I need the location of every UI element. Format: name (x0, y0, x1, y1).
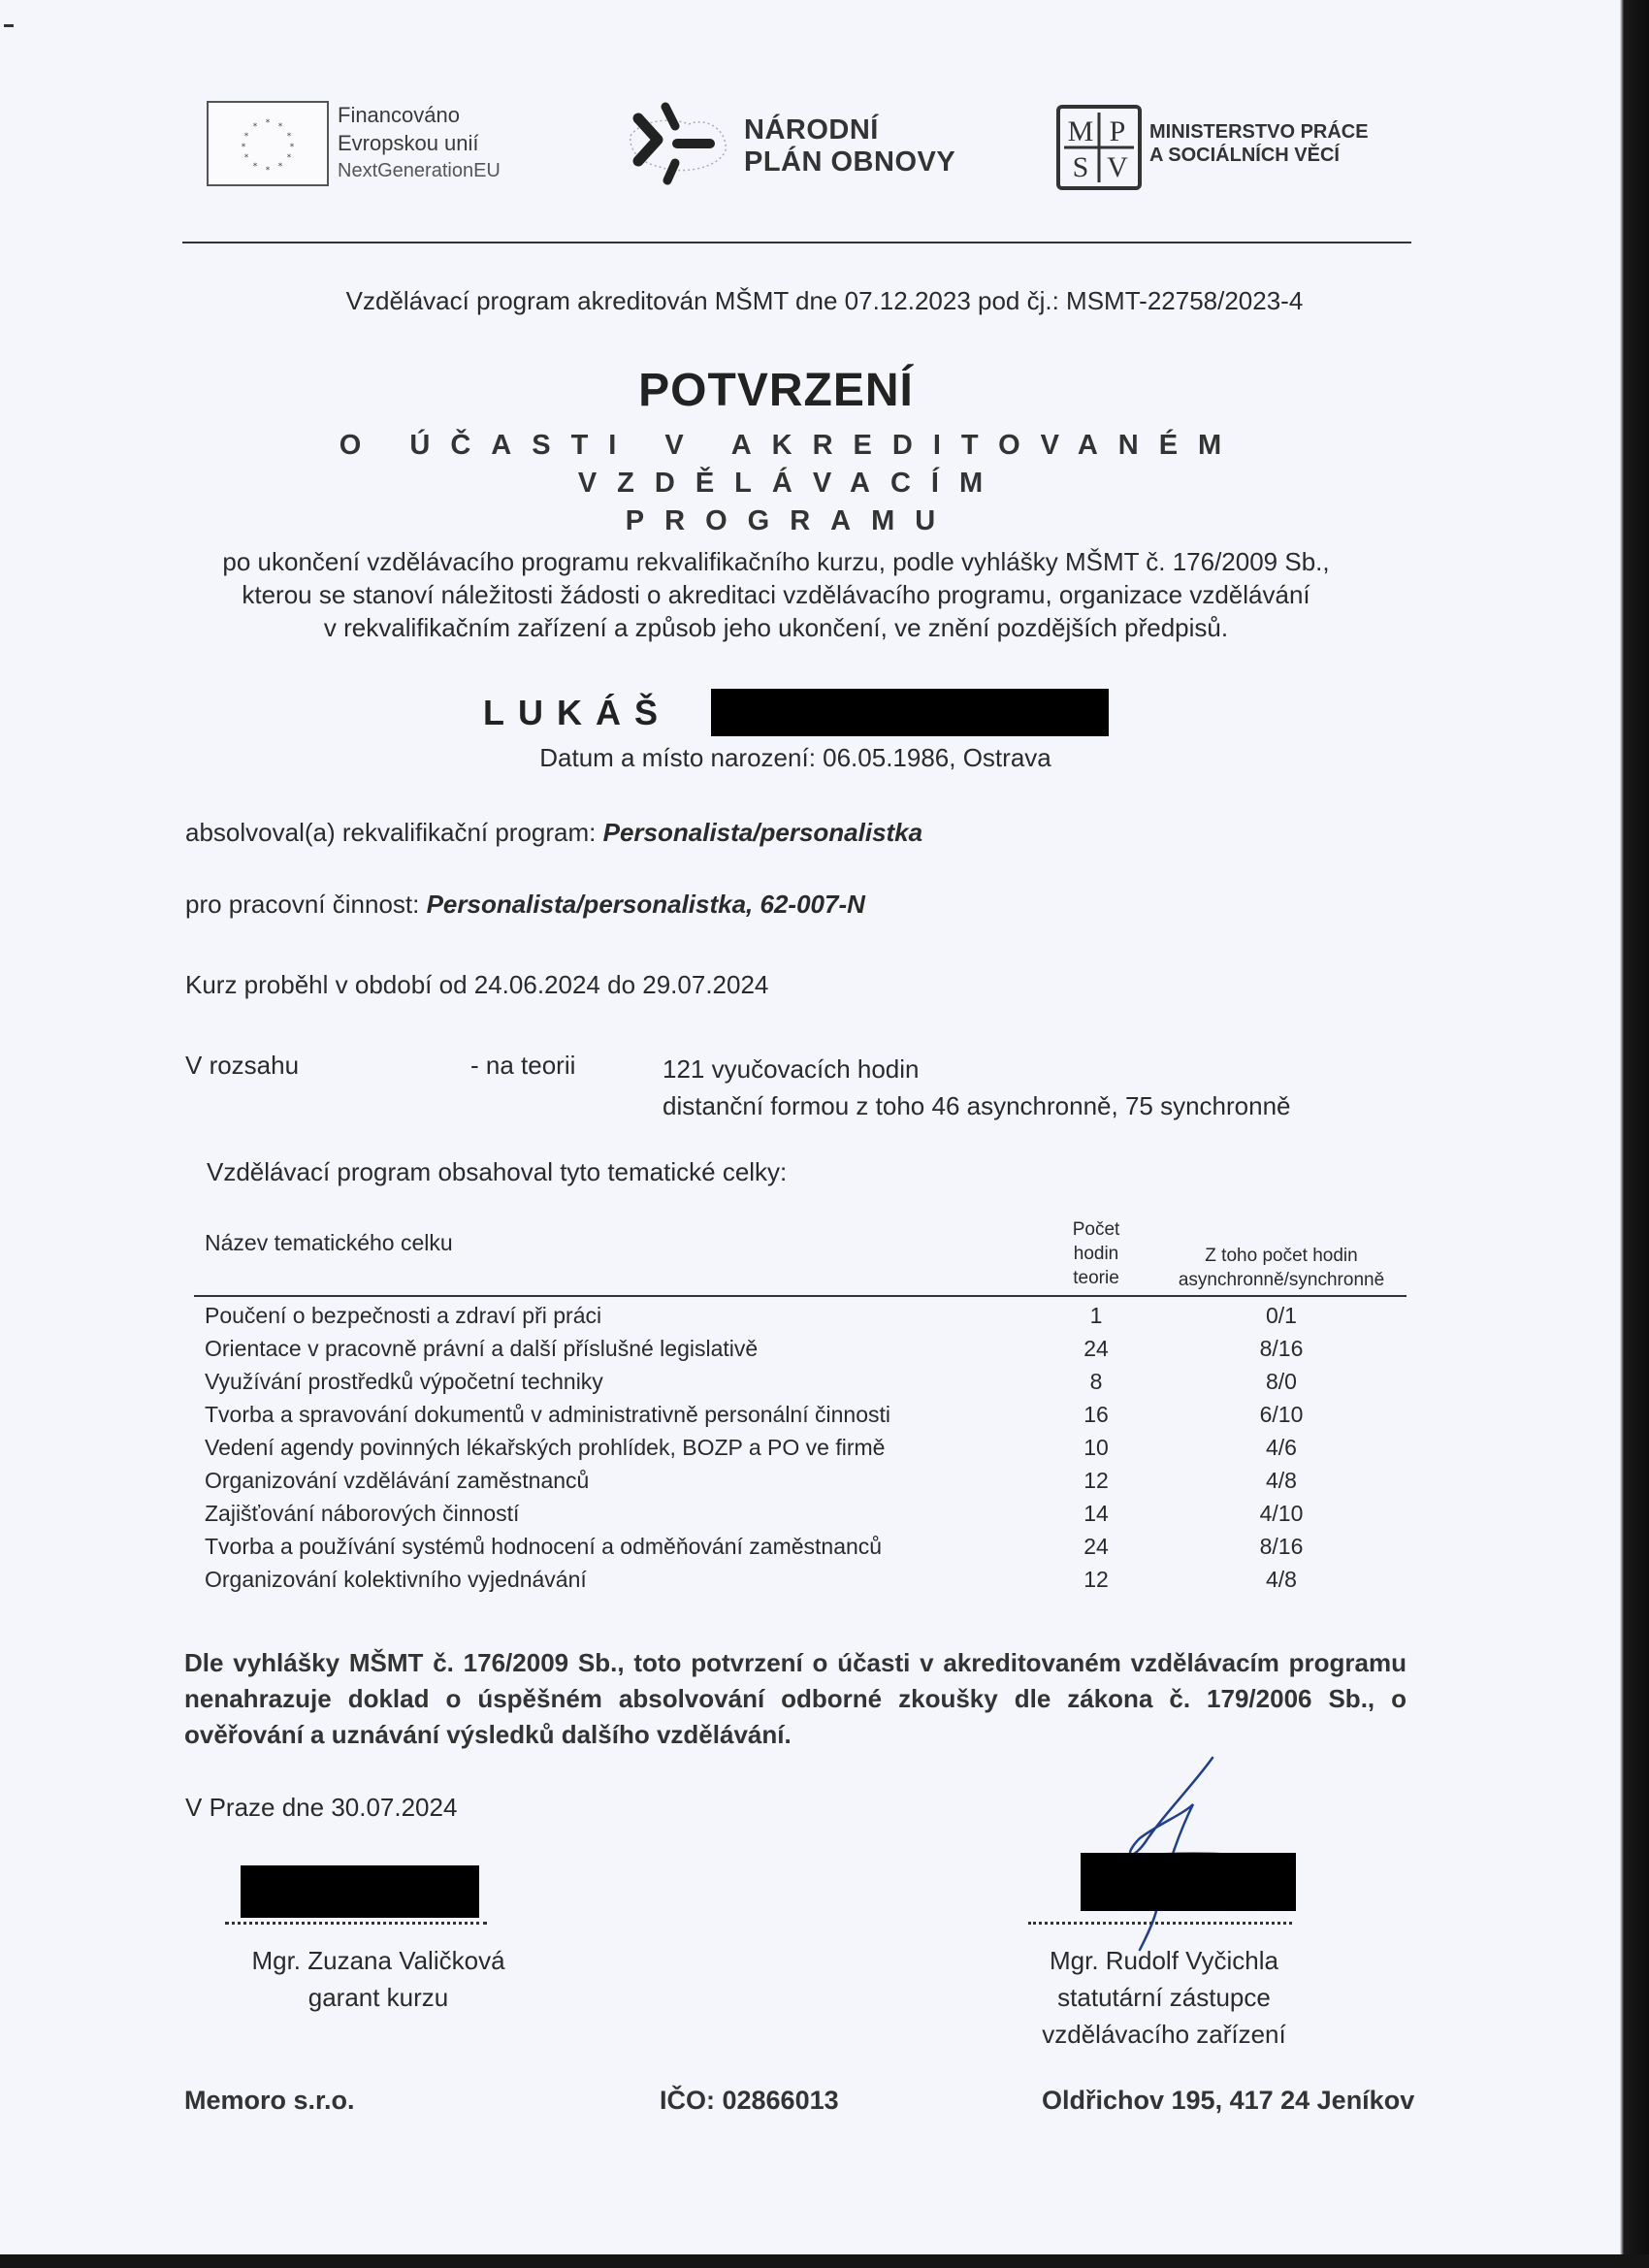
scope-hours (663, 1051, 1291, 1124)
scope-label: V rozsahu (185, 1051, 300, 1080)
table-header-rule (194, 1295, 1406, 1297)
unit-hours: 1 (1089, 1303, 1103, 1328)
unit-name: Tvorba a spravování dokumentů v administrativně personální činnosti (205, 1402, 890, 1427)
mpsv-line-2: A SOCIÁLNÍCH VĚCÍ (1149, 145, 1340, 166)
program-value: Personalista/personalistka (602, 818, 923, 847)
svg-text:S: S (1072, 151, 1089, 183)
eu-line-1: Financováno (338, 103, 460, 127)
units-intro: Vzdělávací program obsahoval tyto tematické celky: (207, 1157, 788, 1186)
mpsv-logo (1056, 105, 1142, 190)
unit-name: Tvorba a používání systémů hodnocení a odměňování zaměstnanců (205, 1534, 883, 1559)
svg-text:*: * (243, 153, 249, 163)
svg-text:*: * (241, 143, 246, 152)
unit-hours: 14 (1083, 1501, 1109, 1526)
left-signature-redaction (241, 1865, 479, 1918)
svg-text:P: P (1109, 115, 1126, 147)
scope-hours-total: 121 vyučovacích hodin (663, 1054, 920, 1084)
unit-hours: 8 (1089, 1369, 1103, 1394)
activity-line (185, 890, 865, 920)
unit-split: 0/1 (1266, 1303, 1297, 1328)
svg-text:*: * (243, 132, 249, 142)
npo-line-1: NÁRODNÍ (744, 114, 879, 146)
intro-line-2: kterou se stanoví náležitosti žádosti o akreditaci vzdělávacího programu, organizace vzdělávání (242, 580, 1310, 609)
header-hours-line-1: Počet (1072, 1219, 1120, 1240)
table-header-hours (1048, 1217, 1145, 1290)
table-header-split (1160, 1244, 1403, 1292)
person-first-name: LUKÁŠ (483, 693, 671, 732)
eu-stars-icon (209, 103, 327, 184)
intro-line-1: po ukončení vzdělávacího programu rekvalifikačního kurzu, podle vyhlášky MŠMT č. 176/2009 Sb., (222, 547, 1330, 576)
mpsv-logo-text (1149, 120, 1369, 167)
legal-notice: Dle vyhlášky MŠMT č. 176/2009 Sb., toto potvrzení o účasti v akreditovaném vzdělávacím programu nenahrazuje doklad o úspěšném absolvování odborné zkoušky dle zákona č. 179/2006 Sb., o ověřování a uznávání výsledků dalšího vzdělávání. (184, 1648, 1406, 1749)
svg-text:V: V (1107, 151, 1128, 183)
scope-hours-detail: distanční formou z toho 46 asynchronně, 75 synchronně (663, 1091, 1291, 1120)
program-label: absolvoval(a) rekvalifikační program: (185, 818, 603, 847)
eu-flag-logo (207, 101, 329, 186)
document-title: POTVRZENÍ (638, 365, 914, 416)
svg-text:*: * (277, 122, 283, 132)
svg-text:M: M (1067, 115, 1094, 147)
svg-text:*: * (286, 153, 292, 163)
header-hours-line-2: hodin (1073, 1244, 1119, 1264)
scan-edge-right (1602, 0, 1649, 2268)
right-signatory-role-1: statutární zástupce (1057, 1983, 1271, 2012)
right-signature-line (1028, 1922, 1292, 1925)
left-signatory-name: Mgr. Zuzana Valičková (251, 1946, 505, 1975)
unit-hours: 24 (1083, 1336, 1109, 1361)
intro-line-3: v rekvalifikačním zařízení a způsob jeho ukončení, ve znění pozdějších předpisů. (323, 613, 1229, 642)
unit-split: 4/10 (1259, 1501, 1304, 1526)
unit-hours: 12 (1083, 1567, 1109, 1592)
header-split-line-2: asynchronně/synchronně (1178, 1270, 1385, 1290)
unit-name: Poučení o bezpečnosti a zdraví při práci (205, 1303, 602, 1328)
footer-address: Oldřichov 195, 417 24 Jeníkov (1042, 2086, 1415, 2115)
scan-mark (4, 24, 14, 27)
right-signatory-name: Mgr. Rudolf Vyčichla (1049, 1946, 1279, 1975)
unit-hours: 16 (1083, 1402, 1109, 1427)
svg-text:*: * (289, 143, 295, 152)
unit-split: 8/16 (1259, 1336, 1304, 1361)
document-subtitle (242, 427, 1339, 540)
scope-part: - na teorii (470, 1051, 576, 1080)
eu-funding-text (338, 101, 501, 185)
footer-ico: IČO: 02866013 (660, 2086, 839, 2115)
svg-text:*: * (252, 122, 258, 132)
program-line (185, 818, 922, 848)
right-signature-redaction (1081, 1853, 1296, 1911)
unit-name: Organizování vzdělávání zaměstnanců (205, 1468, 590, 1493)
npo-logo-icon (621, 97, 737, 190)
npo-logo-text (744, 114, 955, 178)
svg-text:*: * (286, 132, 292, 142)
activity-label: pro pracovní činnost: (185, 890, 427, 919)
svg-text:*: * (265, 118, 271, 128)
left-signatory (184, 1942, 572, 2016)
header-divider (182, 242, 1411, 243)
footer-company: Memoro s.r.o. (184, 2086, 355, 2115)
subtitle-line-2: PROGRAMU (625, 505, 956, 536)
subtitle-line-1: O ÚČASTI V AKREDITOVANÉM VZDĚLÁVACÍM (339, 430, 1243, 499)
period-line: Kurz proběhl v období od 24.06.2024 do 29.07.2024 (185, 970, 769, 999)
unit-split: 8/16 (1259, 1534, 1304, 1559)
header-hours-line-3: teorie (1073, 1268, 1119, 1288)
place-date: V Praze dne 30.07.2024 (185, 1793, 458, 1822)
right-signatory (970, 1942, 1358, 2053)
birth-info: Datum a místo narození: 06.05.1986, Ostrava (539, 743, 1051, 772)
unit-split: 6/10 (1259, 1402, 1304, 1427)
header-split-line-1: Z toho počet hodin (1205, 1246, 1358, 1266)
unit-split: 8/0 (1266, 1369, 1297, 1394)
left-signatory-role: garant kurzu (307, 1983, 449, 2012)
surname-redaction (711, 689, 1109, 736)
svg-text:*: * (265, 166, 271, 176)
eu-line-2: Evropskou unií (338, 131, 479, 155)
unit-name: Organizování kolektivního vyjednávání (205, 1567, 587, 1592)
table-header-name: Název tematického celku (205, 1230, 453, 1255)
unit-name: Zajišťování náborových činností (205, 1501, 520, 1526)
unit-name: Orientace v pracovně právní a další příslušné legislativě (205, 1336, 759, 1361)
mpsv-monogram-icon (1060, 109, 1138, 186)
eu-line-3: NextGenerationEU (338, 160, 501, 181)
mpsv-line-1: MINISTERSTVO PRÁCE (1149, 121, 1369, 143)
activity-value: Personalista/personalistka, 62-007-N (426, 890, 865, 919)
unit-name: Vedení agendy povinných lékařských prohlídek, BOZP a PO ve firmě (205, 1435, 886, 1460)
accreditation-line: Vzdělávací program akreditován MŠMT dne 07.12.2023 pod čj.: MSMT-22758/2023-4 (345, 286, 1304, 315)
intro-paragraph (146, 545, 1406, 644)
svg-text:*: * (252, 162, 258, 172)
unit-split: 4/8 (1266, 1567, 1297, 1592)
unit-name: Využívání prostředků výpočetní techniky (205, 1369, 603, 1394)
npo-line-2: PLÁN OBNOVY (744, 146, 956, 178)
scan-edge-bottom (0, 2254, 1649, 2268)
unit-hours: 10 (1083, 1435, 1109, 1460)
unit-split: 4/6 (1266, 1435, 1297, 1460)
unit-hours: 12 (1083, 1468, 1109, 1493)
unit-split: 4/8 (1266, 1468, 1297, 1493)
svg-text:*: * (277, 162, 283, 172)
left-signature-line (225, 1922, 487, 1925)
right-signatory-role-2: vzdělávacího zařízení (1042, 2020, 1286, 2049)
unit-hours: 24 (1083, 1534, 1109, 1559)
